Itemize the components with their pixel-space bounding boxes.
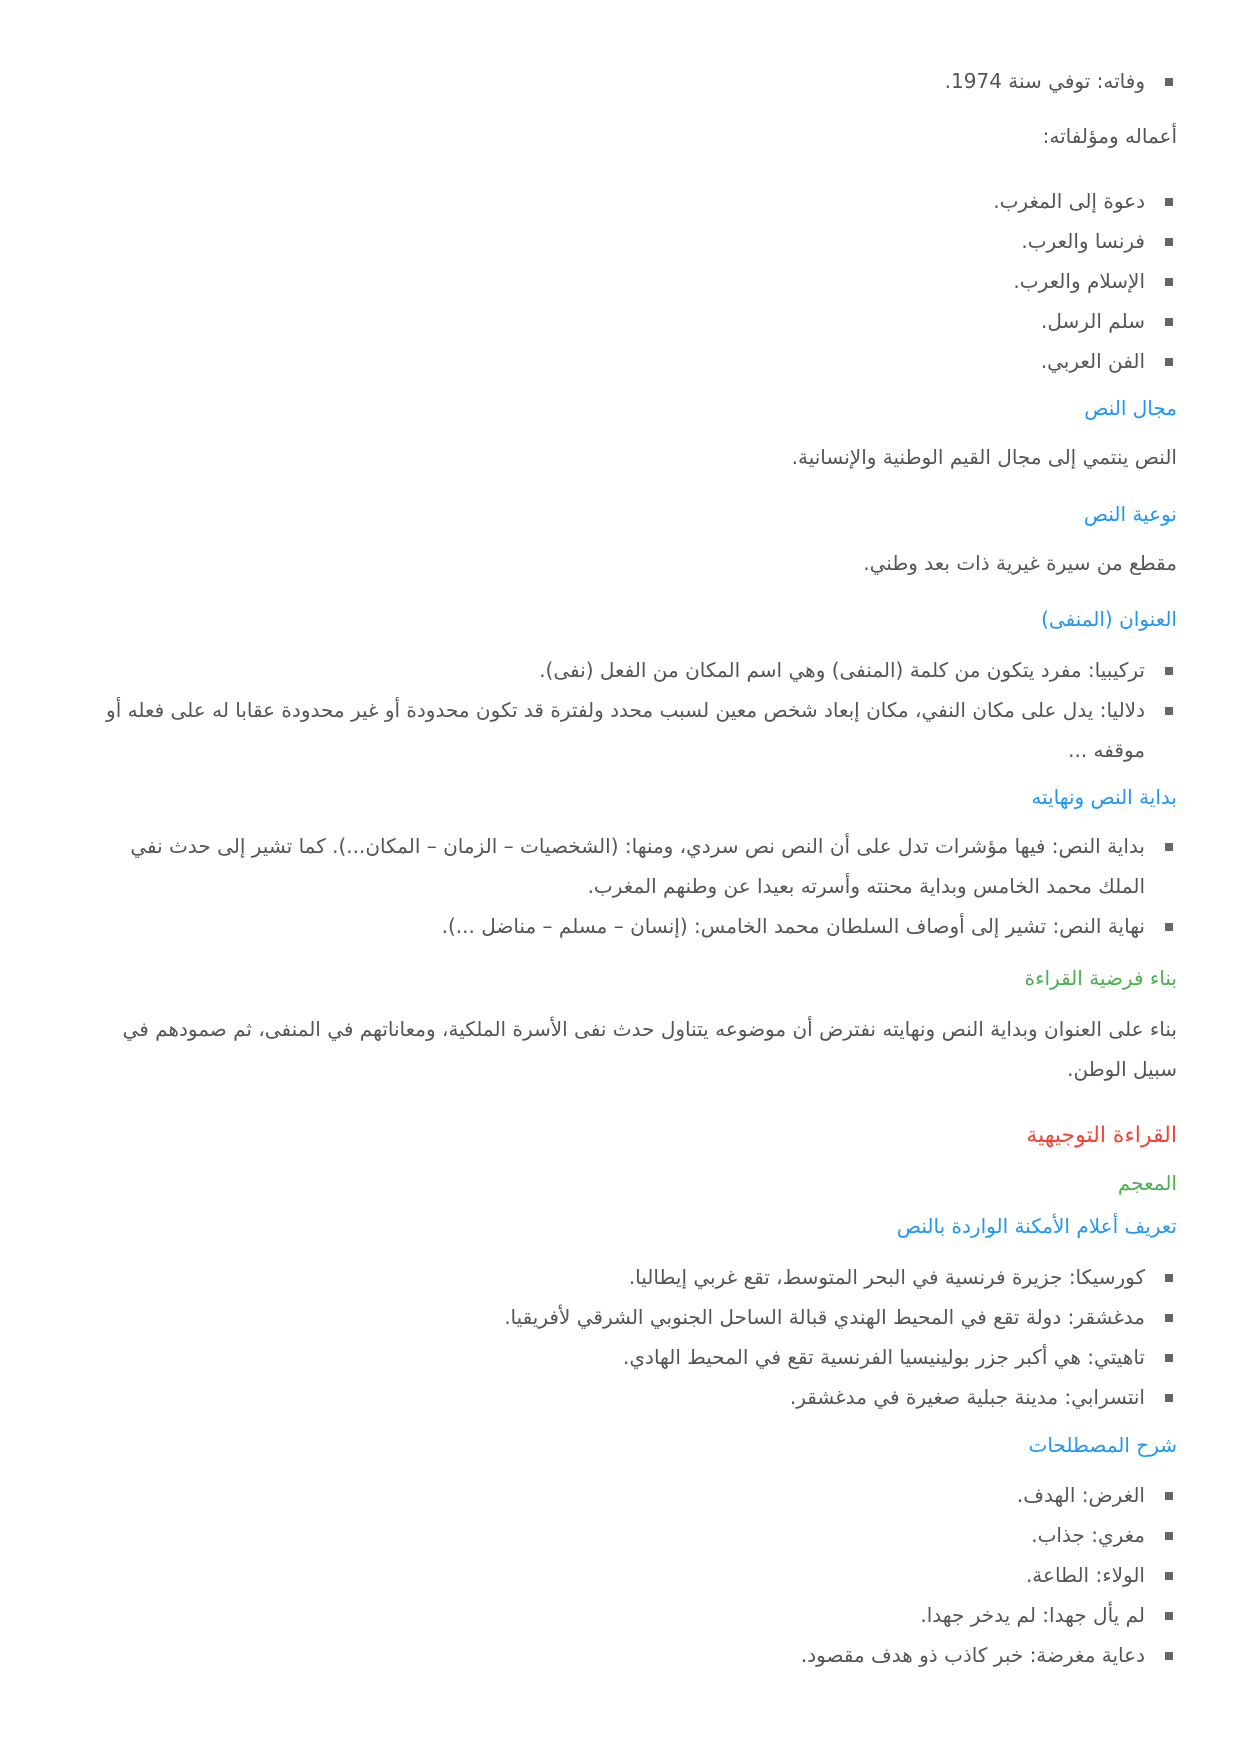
- list-item: [80, 1257, 1177, 1297]
- item-text: تاهيتي: هي أكبر جزر بولينيسيا الفرنسية تقع في المحيط الهادي.: [623, 1345, 1145, 1369]
- bullet-icon: [1165, 923, 1173, 931]
- list-item: [80, 221, 1177, 261]
- list-item: [80, 61, 1177, 101]
- type-heading: نوعية النص: [1083, 502, 1177, 526]
- start-end-list: [80, 826, 1177, 946]
- bullet-icon: [1165, 1354, 1173, 1362]
- hypothesis-heading: بناء فرضية القراءة: [1024, 966, 1177, 990]
- field-heading: مجال النص: [1084, 396, 1177, 420]
- bullet-icon: [1165, 78, 1173, 86]
- terms-heading: شرح المصطلحات: [1028, 1433, 1177, 1457]
- item-text: دعوة إلى المغرب.: [993, 189, 1145, 213]
- bullet-icon: [1165, 278, 1173, 286]
- bullet-icon: [1165, 1492, 1173, 1500]
- list-item: [80, 1595, 1177, 1635]
- item-text: مغري: جذاب.: [1031, 1523, 1145, 1547]
- list-item: [80, 1297, 1177, 1337]
- death-list: [80, 61, 1177, 101]
- start-end-heading: بداية النص ونهايته: [1031, 785, 1177, 809]
- list-item: [80, 1377, 1177, 1417]
- bullet-icon: [1165, 707, 1173, 715]
- lexicon-heading: المعجم: [1117, 1171, 1177, 1195]
- list-item: [80, 1635, 1177, 1675]
- item-text: لم يأل جهدا: لم يدخر جهدا.: [920, 1603, 1145, 1627]
- guided-reading-heading: القراءة التوجيهية: [1026, 1123, 1177, 1148]
- list-item: [80, 301, 1177, 341]
- places-list: [80, 1257, 1177, 1417]
- bullet-icon: [1165, 1274, 1173, 1282]
- list-item: [80, 1337, 1177, 1377]
- bullet-icon: [1165, 1314, 1173, 1322]
- bullet-icon: [1165, 318, 1173, 326]
- bullet-icon: [1165, 1612, 1173, 1620]
- bullet-icon: [1165, 1532, 1173, 1540]
- list-item: [80, 341, 1177, 381]
- item-text: دلاليا: يدل على مكان النفي، مكان إبعاد شخص معين لسبب محدد ولفترة قد تكون محدودة أو غير محدودة عقابا له على فعله أو موقفه ...: [106, 698, 1145, 762]
- item-text: نهاية النص: تشير إلى أوصاف السلطان محمد الخامس: (إنسان – مسلم – مناضل ...).: [441, 914, 1145, 938]
- terms-list: [80, 1475, 1177, 1675]
- list-item: [80, 181, 1177, 221]
- bullet-icon: [1165, 358, 1173, 366]
- item-text: مدغشقر: دولة تقع في المحيط الهندي قبالة الساحل الجنوبي الشرقي لأفريقيا.: [504, 1305, 1145, 1329]
- list-item: [80, 650, 1177, 690]
- list-item: [80, 826, 1177, 906]
- field-text: النص ينتمي إلى مجال القيم الوطنية والإنسانية.: [791, 445, 1177, 469]
- item-text: تركيبيا: مفرد يتكون من كلمة (المنفى) وهي اسم المكان من الفعل (نفى).: [539, 658, 1145, 682]
- list-item: [80, 1555, 1177, 1595]
- title-heading: العنوان (المنفى): [1041, 607, 1177, 631]
- title-list: [80, 650, 1177, 770]
- list-item: [80, 1515, 1177, 1555]
- list-item: [80, 1475, 1177, 1515]
- bullet-icon: [1165, 198, 1173, 206]
- bullet-icon: [1165, 667, 1173, 675]
- item-text: وفاته: توفي سنة 1974.: [944, 69, 1145, 93]
- item-text: سلم الرسل.: [1041, 309, 1145, 333]
- item-text: الولاء: الطاعة.: [1025, 1563, 1145, 1587]
- item-text: بداية النص: فيها مؤشرات تدل على أن النص نص سردي، ومنها: (الشخصيات – الزمان – المكان...). كما تشير إلى حدث نفي الملك محمد الخامس وبداية محنته وأسرته بعيدا عن وطنهم المغرب.: [130, 834, 1145, 898]
- item-text: الغرض: الهدف.: [1016, 1483, 1145, 1507]
- item-text: الفن العربي.: [1040, 349, 1145, 373]
- list-item: [80, 690, 1177, 770]
- bullet-icon: [1165, 843, 1173, 851]
- item-text: انتسرابي: مدينة جبلية صغيرة في مدغشقر.: [789, 1385, 1145, 1409]
- hypothesis-text: بناء على العنوان وبداية النص ونهايته نفترض أن موضوعه يتناول حدث نفى الأسرة الملكية، ومعاناتهم في المنفى، ثم صمودهم في سبيل الوطن.: [122, 1017, 1177, 1081]
- type-text: مقطع من سيرة غيرية ذات بعد وطني.: [863, 551, 1177, 575]
- bullet-icon: [1165, 1394, 1173, 1402]
- works-label: أعماله ومؤلفاته:: [1042, 124, 1177, 148]
- item-text: الإسلام والعرب.: [1013, 269, 1145, 293]
- list-item: [80, 906, 1177, 946]
- item-text: دعاية مغرضة: خبر كاذب ذو هدف مقصود.: [800, 1643, 1145, 1667]
- item-text: كورسيكا: جزيرة فرنسية في البحر المتوسط، تقع غربي إيطاليا.: [628, 1265, 1145, 1289]
- bullet-icon: [1165, 1572, 1173, 1580]
- bullet-icon: [1165, 1652, 1173, 1660]
- bullet-icon: [1165, 238, 1173, 246]
- works-list: [80, 181, 1177, 381]
- places-heading: تعريف أعلام الأمكنة الواردة بالنص: [896, 1214, 1177, 1238]
- item-text: فرنسا والعرب.: [1021, 229, 1145, 253]
- list-item: [80, 261, 1177, 301]
